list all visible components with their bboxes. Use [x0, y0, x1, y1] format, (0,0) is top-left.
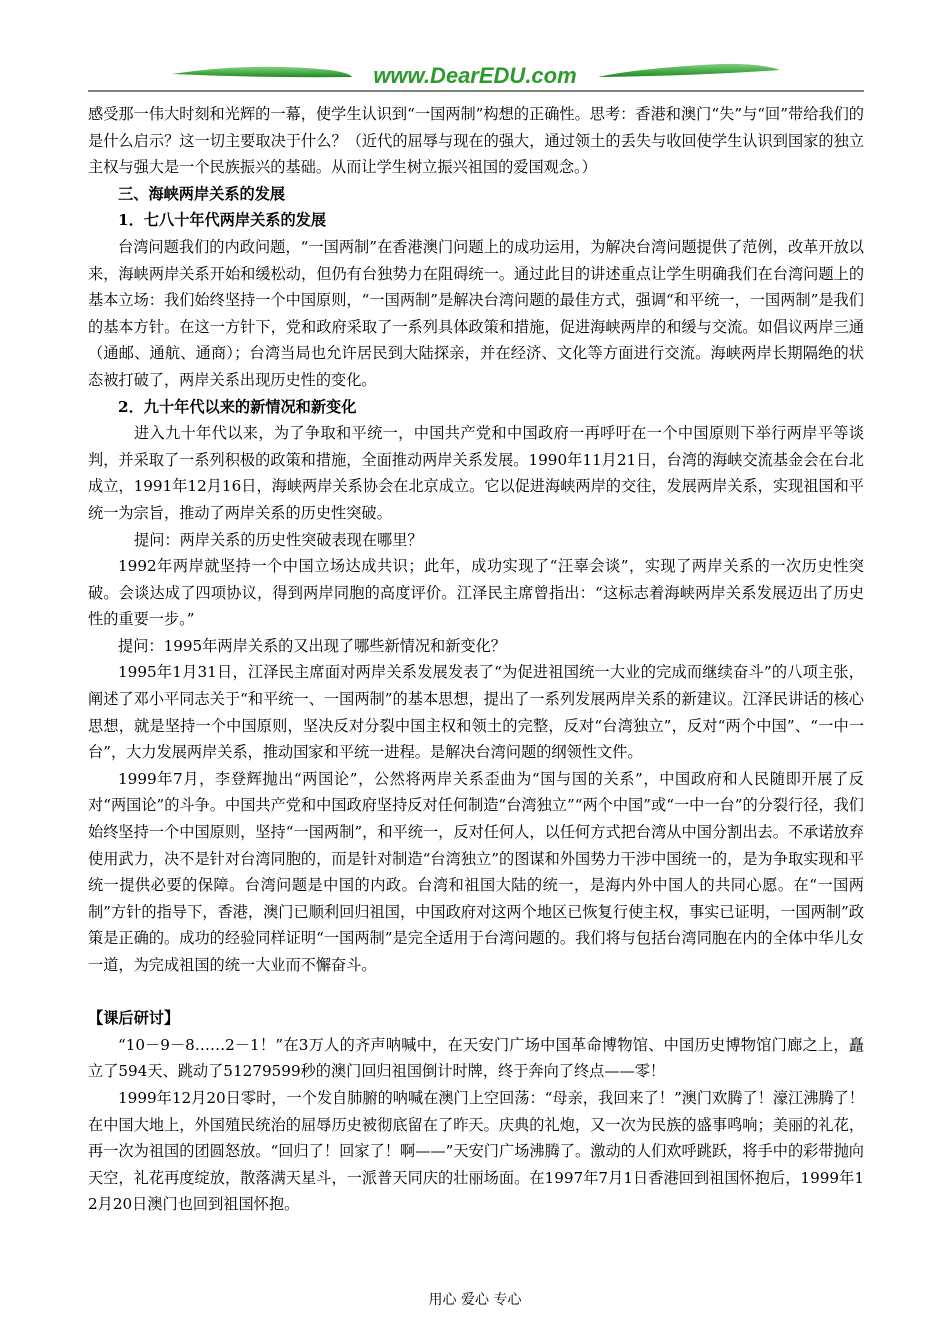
paragraph: “10－9－8……2－1！”在3万人的齐声呐喊中，在天安门广场中国革命博物馆、中国历史博物馆门廊之上，矗立了594天、跳动了51279599秒的澳门回归祖国倒计时牌，终于奔向了终点——零！ — [88, 1035, 864, 1081]
left-swoosh — [172, 67, 352, 77]
blank-line — [88, 979, 864, 1006]
paragraph: 1999年7月，李登辉抛出“两国论”，公然将两岸关系歪曲为“国与国的关系”，中国政府和人民随即开展了反对“两国论”的斗争。中国共产党和中国政府坚持反对任何制造“台湾独立”“两个中国”或“一中一台”的分裂行径，我们始终坚持一个中国原则，坚持“一国两制”，和平统一，反对任何人，以任何方式把台湾从中国分割出去。不承诺放弃使用武力，决不是针对台湾同胞的，而是针对制造“台湾独立”的图谋和外国势力干涉中国统一的，是为争取实现和平统一提供必要的保障。台湾问题是中国的内政。台湾和祖国大陆的统一，是海内外中国人的共同心愿。在“一国两制”方针的指导下，香港，澳门已顺利回归祖国，中国政府对这两个地区已恢复行使主权，事实已证明，一国两制”政策是正确的。成功的经验同样证明“一国两制”是完全适用于台湾问题的。我们将与包括台湾同胞在内的全体中华儿女一道，为完成祖国的统一大业而不懈奋斗。 — [88, 769, 864, 974]
site-logo-text: www.DearEDU.com — [373, 63, 577, 88]
site-header — [0, 40, 950, 100]
paragraph: 进入九十年代以来，为了争取和平统一，中国共产党和中国政府一再呼吁在一个中国原则下举行两岸平等谈判，并采取了一系列积极的政策和措施，全面推动两岸关系发展。1990年11月21日，台湾的海峡交流基金会在台北成立，1991年12月16日，海峡两岸关系协会在北京成立。它以促进海峡两岸的交往，发展两岸关系，实现祖国和平统一为宗旨，推动了两岸关系的历史性突破。 — [88, 424, 864, 522]
paragraph: 台湾问题我们的内政问题，“一国两制”在香港澳门问题上的成功运用，为解决台湾问题提供了范例，改革开放以来，海峡两岸关系开始和缓松动，但仍有台独势力在阻碍统一。通过此目的讲述重点让学生明确我们在台湾问题上的基本立场：我们始终坚持一个中国原则，“一国两制”是解决台湾问题的最佳方式，强调“和平统一，一国两制”是我们的基本方针。在这一方针下，党和政府采取了一系列具体政策和措施，促进海峡两岸的和缓与交流。如倡议两岸三通（通邮、通航、通商）；台湾当局也允许居民到大陆探亲，并在经济、文化等方面进行交流。海峡两岸长期隔绝的状态被打破了，两岸关系出现历史性的变化。 — [88, 237, 864, 389]
question: 提问：两岸关系的历史性突破表现在哪里？ — [134, 530, 423, 549]
subsection-heading: 2．九十年代以来的新情况和新变化 — [118, 397, 357, 416]
paragraph: 1995年1月31日，江泽民主席面对两岸关系发展发表了“为促进祖国统一大业的完成而继续奋斗”的八项主张，阐述了邓小平同志关于“和平统一、一国两制”的基本思想，提出了一系列发展两岸关系的新建议。江泽民讲话的核心思想，就是坚持一个中国原则，坚决反对分裂中国主权和领土的完整，反对“台湾独立”，反对“两个中国”、“一中一台”，大力发展两岸关系，推动国家和平统一进程。是解决台湾问题的纲领性文件。 — [88, 663, 864, 762]
paragraph: 感受那一伟大时刻和光辉的一幕，使学生认识到“一国两制”构想的正确性。思考：香港和澳门“失”与“回”带给我们的是什么启示？这一切主要取决于什么？（近代的屈辱与现在的强大，通过领土的丢失与收回使学生认识到国家的独立主权与强大是一个民族振兴的基础。从而让学生树立振兴祖国的爱国观念。） — [88, 105, 864, 177]
page-footer: 用心 爱心 专心 — [428, 1292, 522, 1308]
section-heading: 【课后研讨】 — [88, 1009, 180, 1028]
site-logo-banner — [0, 40, 950, 100]
document-body — [88, 101, 864, 1218]
paragraph: 1999年12月20日零时，一个发自肺腑的呐喊在澳门上空回荡：“母亲，我回来了！”澳门欢腾了！濠江沸腾了！在中国大地上，外国殖民统治的屈辱历史被彻底留在了昨天。庆典的礼炮，又一次为民族的盛事鸣响；美丽的礼花，再一次为祖国的团圆怒放。“回归了！回家了！啊——”天安门广场沸腾了。激动的人们欢呼跳跃，将手中的彩带抛向天空，礼花再度绽放，散落满天星斗，一派普天同庆的壮丽场面。在1997年7月1日香港回到祖国怀抱后，1999年12月20日澳门也回到祖国怀抱。 — [88, 1088, 864, 1214]
right-swoosh — [598, 64, 780, 77]
section-heading: 三、海峡两岸关系的发展 — [118, 184, 286, 203]
subsection-heading: 1．七八十年代两岸关系的发展 — [118, 211, 327, 230]
paragraph: 1992年两岸就坚持一个中国立场达成共识；此年，成功实现了“汪辜会谈”，实现了两岸关系的一次历史性突破。会谈达成了四项协议，得到两岸同胞的高度评价。江泽民主席曾指出：“这标志着海峡两岸关系发展迈出了历史性的重要一步。” — [88, 557, 864, 629]
question: 提问：1995年两岸关系的又出现了哪些新情况和新变化？ — [118, 636, 506, 655]
